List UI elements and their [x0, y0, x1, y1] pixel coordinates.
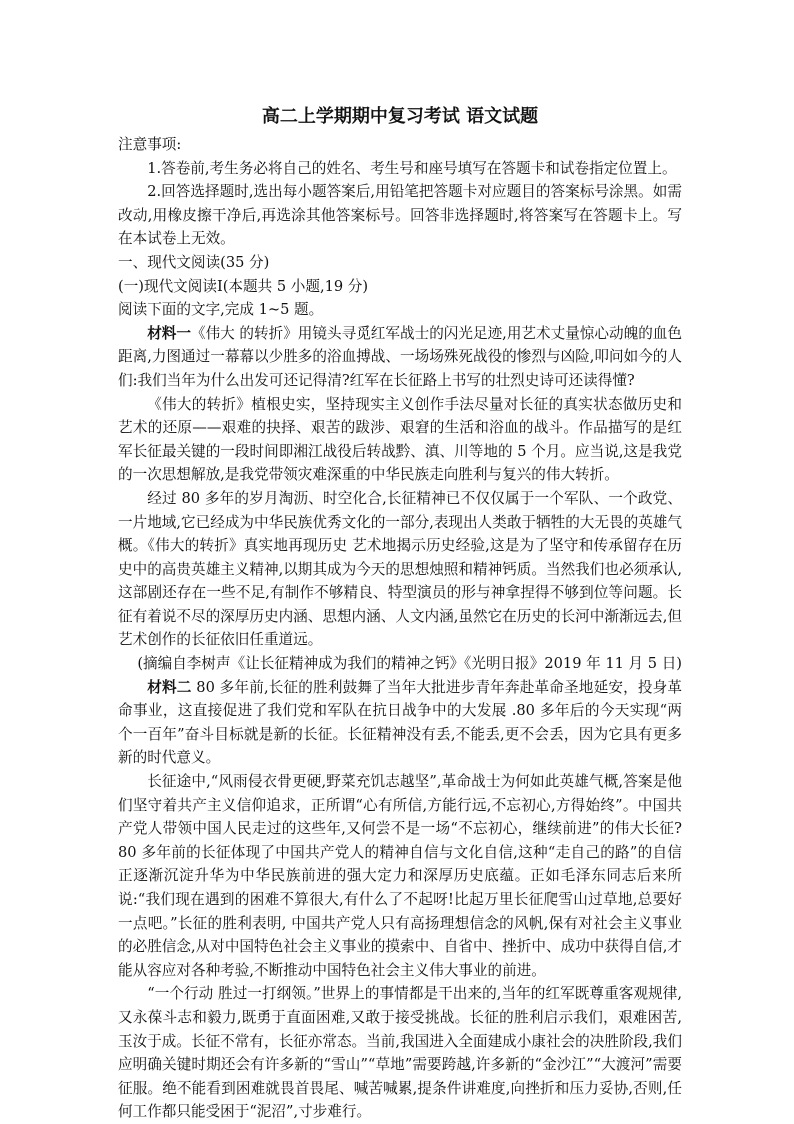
- material1-paragraph-1: [118, 322, 682, 393]
- material1-paragraph-3: 经过 80 多年的岁月淘沥、时空化合,长征精神已不仅仅属于一个军队、一个政党、一片地域,它已经成为中华民族优秀文化的一部分,表现出人类敢于牺牲的大无畏的英雄气概。《伟大的转折》真实地再现历史 艺术地揭示历史经验,这是为了坚守和传承留存在历史中的高贵英雄主义精神,以期其成为今天的思想烛照和精神钙质。当然我们也必须承认,这部剧还存在一些不足,有制作不够精良、特型演员的形与神拿捏得不够到位等问题。长征有着说不尽的深厚历史内涵、思想内涵、人文内涵,虽然它在历史的长河中渐渐远去,但艺术创作的长征依旧任重道远。: [118, 489, 682, 649]
- material2-paragraph-2: 长征途中,“风雨侵衣骨更硬,野菜充饥志越坚”,革命战士为何如此英雄气概,答案是他们坚守着共产主义信仰追求，正所谓“心有所信,方能行远,不忘初心,方得始终”。中国共产党人带领中国人民走过的这些年,又何尝不是一场“不忘初心，继续前进”的伟大长征? 80 多年前的长征体现了中国共产党人的精神自信与文化自信,这种“走自己的路”的自信正逐渐沉淀升华为中华民族前进的强大定力和深厚历史底蕴。正如毛泽东同志后来所说:“我们现在遇到的困难不算很大,有什么了不起呀!比起万里长征爬雪山过草地,总要好一点吧。”长征的胜利表明, 中国共产党人只有高扬理想信念的风帆,保有对社会主义事业的必胜信念,从对中国特色社会主义事业的摸索中、自省中、挫折中、成功中获得自信,才能从容应对各种考验,不断推动中国特色社会主义伟大事业的前进。: [118, 773, 682, 979]
- exam-title: 高二上学期期中复习考试 语文试题: [261, 106, 539, 127]
- material2-paragraph-1: [118, 676, 682, 770]
- material1-paragraph-2: 《伟大的转折》植根史实，坚持现实主义创作手法尽量对长征的真实状态做历史和艺术的还原——艰难的抉择、艰苦的跋涉、艰窘的生活和浴血的战斗。作品描写的是红军长征最关键的一段时间即湘江战役后转战黔、滇、川等地的 5 个月。应当说,这是我党的一次思想解放,是我党带领灾难深重的中华民族走向胜利与复兴的伟大转折。: [118, 395, 682, 484]
- section-heading: 一、现代文阅读(35 分): [118, 253, 270, 271]
- material1-text-1: 《伟大 的转折》用镜头寻觅红军战士的闪光足迹,用艺术丈量惊心动魄的血色距离,力图通过一幕幕以少胜多的浴血搏战、一场场殊死战役的惨烈与凶险,叩问如今的人们:我们当年为什么出发可还记得清?红军在长征路上书写的壮烈史诗可还读得懂?: [118, 324, 682, 389]
- material2-text-1: 80 多年前,长征的胜利鼓舞了当年大批进步青年奔赴革命圣地延安，投身革命事业，这直接促进了我们党和军队在抗日战争中的大发展 .80 多年后的今天实现“两个一百年”奋斗目标就是新的长征。长征精神没有丢,不能丢,更不会丢，因为它具有更多新的时代意义。: [118, 678, 682, 767]
- notice-item-2: 2.回答选择题时,选出每小题答案后,用铅笔把答题卡对应题目的答案标号涂黑。如需改动,用橡皮擦干净后,再选涂其他答案标号。回答非选择题时,将答案写在答题卡上。写在本试卷上无效。: [118, 183, 682, 248]
- material2-paragraph-3: “一个行动 胜过一打纲领。”世界上的事情都是干出来的,当年的红军既尊重客观规律,又永葆斗志和毅力,既勇于直面困难,又敢于接受挑战。长征的胜利启示我们，艰难困苦,玉汝于成。长征不常有，长征亦常态。当前,我国进入全面建成小康社会的决胜阶段,我们应明确关键时期还会有许多新的“雪山”“草地”需要跨越,许多新的“金沙江”“大渡河”需要征服。绝不能看到困难就畏首畏尾、喊苦喊累,提条件讲难度,向挫折和压力妥协,否则,任何工作都只能受困于“泥沼”,寸步难行。: [118, 985, 682, 1121]
- subsection-heading: (一)现代文阅读Ⅰ(本题共 5 小题,19 分): [118, 277, 369, 295]
- exam-page: [118, 104, 682, 1124]
- material2-label: 材料二: [147, 678, 192, 696]
- material1-label: 材料一: [147, 324, 191, 342]
- material1-source: (摘编自李树声《让长征精神成为我们的精神之钙》《光明日报》2019 年 11 月 5 日): [137, 655, 682, 673]
- notice-heading: 注意事项:: [118, 136, 182, 153]
- notice-item-1: 1.答卷前,考生务必将自己的姓名、考生号和座号填写在答题卡和试卷指定位置上。: [147, 159, 677, 177]
- reading-instruction: 阅读下面的文字,完成 1~5 题。: [118, 301, 324, 319]
